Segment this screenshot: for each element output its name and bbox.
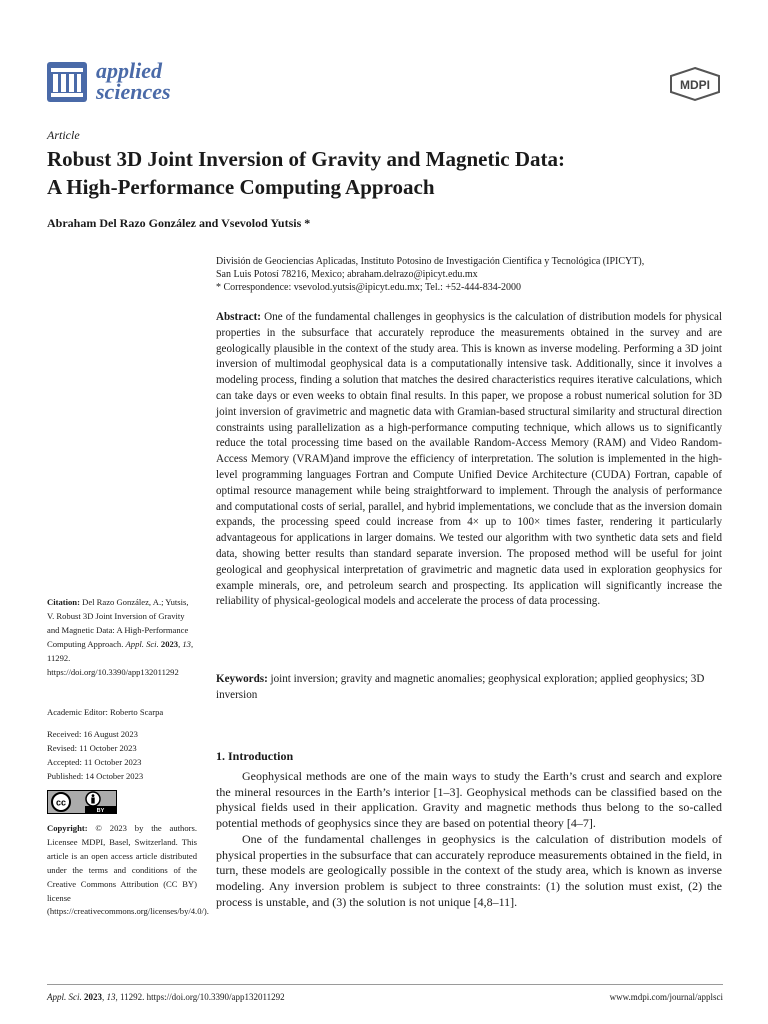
footer-year: 2023 [84, 992, 102, 1002]
footer-divider [47, 984, 723, 985]
cc-by-label: BY [96, 808, 105, 814]
copyright [47, 822, 209, 919]
copyright-label: Copyright: [47, 823, 88, 833]
citation: Citation: Del Razo González, A.; Yutsis, V. Robust 3D Joint Inversion of Gravity and Magnetic Data: A High-Performance Computing Approach. Appl. Sci. 2023, 13, 11292. https://doi.org/10.3390/app132011292 [47, 597, 194, 677]
cc-by-license-badge[interactable] [47, 790, 117, 814]
keywords [216, 672, 722, 704]
introduction-body [216, 769, 722, 910]
footer-doi[interactable]: , 11292. https://doi.org/10.3390/app132011292 [115, 992, 285, 1002]
journal-name [96, 60, 171, 102]
citation-label: Citation: [47, 597, 80, 607]
citation-volume: 13 [182, 638, 191, 649]
intro-paragraph-1: Geophysical methods are one of the main ways to study the Earth’s crust and search and explore the mineral resources in the Earth’s interior [1–3]. Geophysical methods can be classified based on the physical fields used in their application. Gravity and magnetic methods thus belong to the so-called potential methods of geophysics since they are based on potential theory [4–7]. [216, 769, 722, 831]
abstract [216, 310, 722, 610]
footer-journal: Appl. Sci. [47, 992, 82, 1002]
footer-volume: 13 [106, 992, 116, 1002]
affiliation-line2: San Luis Potosí 78216, Mexico; abraham.delrazo@ipicyt.edu.mx [216, 269, 478, 280]
affiliation-line1: División de Geociencias Aplicadas, Instituto Potosino de Investigación Científica y Tecnológica (IPICYT), [216, 256, 645, 267]
abstract-label: Abstract: [216, 311, 261, 323]
revised-date: Revised: 11 October 2023 [47, 742, 137, 753]
cc-by-icon [47, 790, 117, 814]
received-date: Received: 16 August 2023 [47, 729, 138, 739]
footer-citation: Appl. Sci. 2023, 13, 11292. https://doi.org/10.3390/app132011292 [47, 992, 285, 1002]
mdpi-logo[interactable] [667, 66, 723, 102]
citation-text: Del Razo González, A.; Yutsis, V. Robust 3D Joint Inversion of Gravity and Magnetic Data: A High-Performance Computing Approach. [47, 597, 189, 649]
svg-text:cc: cc [55, 797, 67, 808]
journal-emblem-icon [47, 62, 87, 102]
correspondence: * Correspondence: vsevolod.yutsis@ipicyt.edu.mx; Tel.: +52-444-834-2000 [216, 282, 522, 293]
article-type: Article [47, 128, 80, 142]
intro-paragraph-2: One of the fundamental challenges in geophysics is the calculation of distribution models of physical properties in the subsurface that can accurately reproduce measurements obtained in the field, in turn, these models are geologically possible in the context of the study area, which is known as inverse modeling. Any inversion problem is subject to three constraints: (1) the solution must exist, (2) the process is unstable, and (3) the solution is not unique [4,8–11]. [216, 831, 722, 909]
journal-name-line2: sciences [96, 79, 171, 104]
publication-dates [47, 728, 197, 784]
abstract-text: One of the fundamental challenges in geophysics is the calculation of distribution models for physical properties in the subsurface that accurately reproduce the measurements obtained in the survey and are geologically plausible in the context of the study area. This is known as inverse modeling. Performing a 3D joint inversion of multimodal geophysical data is a computationally intensive task. Additionally, since it involves a modeling process, finding a solution that matches the desired characteristics requires iterative calculations, which can take days or even weeks to obtain final results. In this paper, we propose a robust numerical solution for 3D joint inversion of gravimetric and magnetic data with Gramian-based structural similarity and structural direction constraints using parallelization as a high-performance computing technique, which allows us to significantly reduce the total processing time based on the available Random-Access Memory (RAM) and Video Random-Access Memory (VRAM)and improve the efficiency of interpretation. The solution is implemented in the high-level programming languages Fortran and Compute Unified Device Architecture (CUDA) Fortran, capable of optimal resource management while being straightforward to implement. Through the analysis of performance and computational costs of serial, parallel, and hybrid implementations, we conclude that as the inversion domain expands, the processing speed could increase from 4× up to 100× times faster, rendering it particularly advantageous for applications in larger domains. We tested our algorithm with two synthetic data sets and field data, showing better results than standard separate inversion. The proposed method will be useful for joint geological and geophysical interpretation of gravimetric and magnetic data used in exploration geophysics for example minerals, ore, and petroleum search and prospecting. Its application will significantly increase the reliability of physical-geological models and accelerate the process of data processing. [216, 311, 722, 608]
journal-name-line1: applied [96, 58, 162, 83]
authors: Abraham Del Razo González and Vsevolod Yutsis * [47, 216, 311, 230]
citation-year: 2023 [160, 638, 179, 649]
journal-logo[interactable] [47, 60, 267, 108]
keywords-label: Keywords: [216, 673, 268, 685]
mdpi-hexagon-icon [667, 66, 723, 102]
published-date: Published: 14 October 2023 [47, 770, 144, 781]
title-line2: A High-Performance Computing Approach [47, 175, 435, 199]
mdpi-logo-text: MDPI [680, 78, 710, 92]
citation-pages[interactable]: , 11292. https://doi.org/10.3390/app132011292 [47, 638, 194, 677]
article-title [47, 145, 727, 201]
footer-journal-url[interactable]: www.mdpi.com/journal/applsci [609, 992, 723, 1002]
copyright-text: © 2023 by the authors. Licensee MDPI, Basel, Switzerland. This article is an open access article distributed under the terms and conditions of the Creative Commons Attribution (CC BY) license (https://creativecommons.org/licenses/by/4.0/). [47, 823, 209, 917]
citation-journal: Appl. Sci. [125, 638, 159, 649]
title-line1: Robust 3D Joint Inversion of Gravity and Magnetic Data: [47, 147, 565, 171]
accepted-date: Accepted: 11 October 2023 [47, 756, 142, 767]
affiliation [216, 255, 736, 294]
academic-editor: Academic Editor: Roberto Scarpa [47, 707, 164, 717]
section-heading-introduction: 1. Introduction [216, 749, 294, 763]
keywords-text: joint inversion; gravity and magnetic anomalies; geophysical exploration; applied geophysics; 3D inversion [216, 673, 705, 701]
